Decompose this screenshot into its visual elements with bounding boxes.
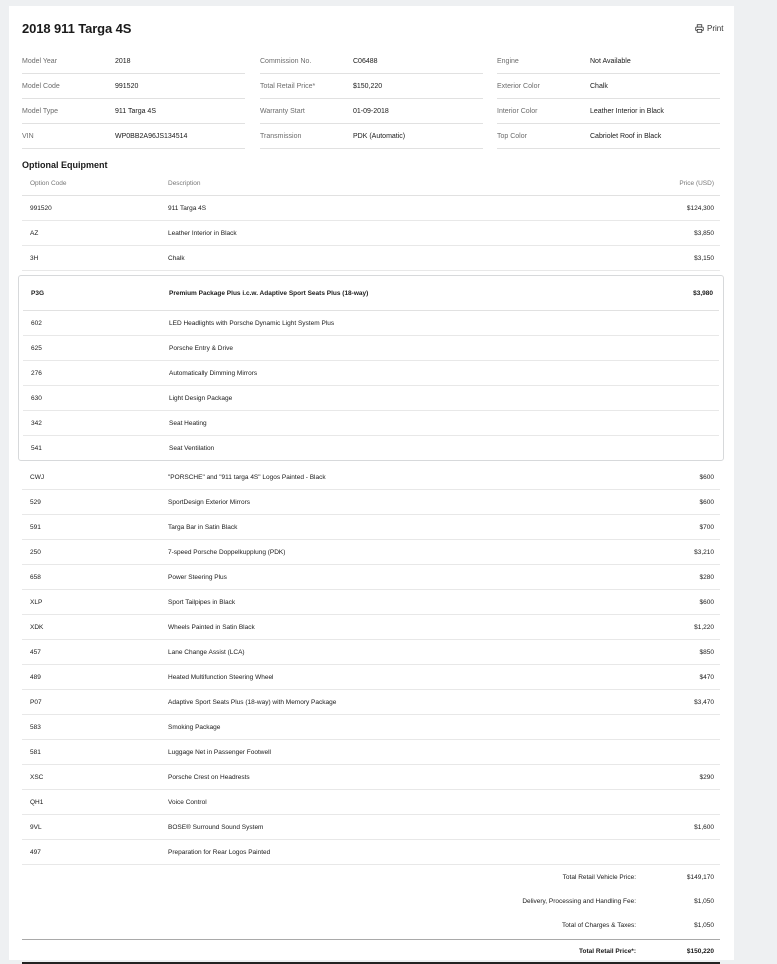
spec-label: Model Type	[22, 107, 59, 115]
option-code: 591	[30, 523, 41, 531]
option-code: 250	[30, 548, 41, 556]
total-row	[22, 865, 720, 889]
spec-label: Commission No.	[260, 57, 312, 65]
spec-row-total-retail-price	[260, 74, 483, 99]
option-price: $3,470	[694, 698, 714, 706]
option-description: Porsche Crest on Headrests	[168, 773, 250, 781]
option-description: Light Design Package	[169, 394, 233, 402]
table-row	[22, 840, 720, 865]
total-value: $1,050	[694, 897, 714, 905]
option-description: LED Headlights with Porsche Dynamic Light System Plus	[169, 319, 335, 327]
option-code: 658	[30, 573, 41, 581]
option-code: 276	[31, 369, 42, 377]
spec-row-transmission	[260, 124, 483, 149]
table-row	[22, 221, 720, 246]
spec-label: Total Retail Price*	[260, 82, 316, 90]
spec-label: Top Color	[497, 132, 527, 140]
table-row	[22, 540, 720, 565]
package-items	[23, 311, 719, 460]
option-code: XSC	[30, 773, 44, 781]
final-total-row	[22, 939, 720, 964]
option-description: Leather Interior in Black	[168, 229, 237, 237]
option-description: BOSE® Surround Sound System	[168, 823, 264, 831]
total-label: Delivery, Processing and Handling Fee:	[522, 897, 636, 905]
table-row	[22, 590, 720, 615]
table-row	[23, 411, 719, 436]
spec-row-warranty-start	[260, 99, 483, 124]
package-group	[18, 275, 724, 461]
option-description: Luggage Net in Passenger Footwell	[168, 748, 271, 756]
table-header	[22, 172, 720, 196]
option-description: "PORSCHE" and "911 targa 4S" Logos Painted - Black	[168, 473, 326, 481]
spec-value: Chalk	[590, 82, 608, 90]
table-row	[22, 465, 720, 490]
table-row	[22, 790, 720, 815]
total-label: Total of Charges & Taxes:	[562, 921, 636, 929]
final-total-value: $150,220	[686, 947, 714, 955]
option-code: XDK	[30, 623, 44, 631]
totals-section	[22, 865, 720, 937]
spec-value: 911 Targa 4S	[115, 107, 156, 115]
package-price: $3,980	[693, 289, 713, 297]
option-description: Smoking Package	[168, 723, 221, 731]
table-row	[23, 386, 719, 411]
option-description: 7-speed Porsche Doppelkupplung (PDK)	[168, 548, 286, 556]
option-code: 3H	[30, 254, 39, 262]
table-row	[22, 690, 720, 715]
spec-row-engine	[497, 49, 720, 74]
column-header-price: Price (USD)	[679, 180, 714, 187]
table-row	[22, 490, 720, 515]
option-price: $470	[699, 673, 714, 681]
option-price: $290	[699, 773, 714, 781]
option-price: $600	[699, 498, 714, 506]
table-row	[23, 311, 719, 336]
option-code: 581	[30, 748, 41, 756]
spec-value: Cabriolet Roof in Black	[590, 132, 662, 140]
option-code: 991520	[30, 204, 52, 212]
equipment-table	[22, 172, 720, 964]
spec-value: PDK (Automatic)	[353, 132, 406, 140]
table-row	[22, 765, 720, 790]
spec-column-3	[497, 49, 720, 149]
spec-value: Leather Interior in Black	[590, 107, 664, 115]
total-row	[22, 913, 720, 937]
option-code: 497	[30, 848, 41, 856]
spec-row-vin	[22, 124, 245, 149]
option-price: $1,600	[694, 823, 714, 831]
option-price: $3,210	[694, 548, 714, 556]
option-code: QH1	[30, 798, 44, 806]
option-code: 541	[31, 444, 42, 452]
optional-equipment-heading: Optional Equipment	[22, 160, 108, 170]
option-code: XLP	[30, 598, 43, 606]
option-code: CWJ	[30, 473, 45, 481]
option-code: 583	[30, 723, 41, 731]
print-label: Print	[707, 24, 724, 33]
option-code: 529	[30, 498, 41, 506]
option-price: $3,150	[694, 254, 714, 262]
table-row	[22, 640, 720, 665]
option-description: 911 Targa 4S	[168, 204, 207, 212]
spec-value: WP0BB2A96JS134514	[115, 132, 188, 140]
option-code: 457	[30, 648, 41, 656]
package-code: P3G	[31, 289, 45, 297]
spec-label: Model Year	[22, 57, 58, 65]
total-row	[22, 889, 720, 913]
spec-row-model-year	[22, 49, 245, 74]
option-description: Porsche Entry & Drive	[169, 344, 233, 352]
total-value: $149,170	[686, 873, 714, 881]
option-code: 625	[31, 344, 42, 352]
table-row	[22, 665, 720, 690]
vehicle-details-card	[9, 6, 734, 960]
option-rows-after	[22, 465, 720, 865]
spec-label: Model Code	[22, 82, 60, 90]
option-description: Automatically Dimming Mirrors	[169, 369, 258, 377]
option-code: AZ	[30, 229, 39, 237]
table-row	[23, 436, 719, 460]
spec-value: 2018	[115, 57, 131, 65]
spec-row-model-type	[22, 99, 245, 124]
option-description: SportDesign Exterior Mirrors	[168, 498, 250, 506]
option-code: P07	[30, 698, 42, 706]
option-description: Power Steering Plus	[168, 573, 227, 581]
table-row	[22, 715, 720, 740]
option-price: $280	[699, 573, 714, 581]
spec-row-model-code	[22, 74, 245, 99]
total-label: Total Retail Vehicle Price:	[562, 873, 636, 881]
spec-row-commission-no	[260, 49, 483, 74]
spec-label: Transmission	[260, 132, 302, 140]
spec-label: Engine	[497, 57, 519, 65]
page-title: 2018 911 Targa 4S	[22, 21, 132, 36]
spec-row-top-color	[497, 124, 720, 149]
column-header-code: Option Code	[30, 180, 67, 187]
option-code: 489	[30, 673, 41, 681]
option-description: Chalk	[168, 254, 185, 262]
spec-column-2	[260, 49, 483, 149]
option-code: 9VL	[30, 823, 42, 831]
printer-icon	[695, 24, 704, 33]
table-row	[22, 740, 720, 765]
option-price: $3,850	[694, 229, 714, 237]
spec-label: VIN	[22, 132, 34, 140]
option-description: Voice Control	[168, 798, 207, 806]
option-price: $600	[699, 598, 714, 606]
final-total-label: Total Retail Price*:	[579, 947, 636, 955]
table-row	[22, 515, 720, 540]
option-price: $124,300	[686, 204, 714, 212]
option-description: Preparation for Rear Logos Painted	[168, 848, 271, 856]
option-description: Seat Heating	[169, 419, 207, 427]
package-row	[23, 276, 719, 311]
table-row	[23, 361, 719, 386]
table-row	[22, 565, 720, 590]
option-price: $700	[699, 523, 714, 531]
table-row	[22, 246, 720, 271]
spec-label: Interior Color	[497, 107, 538, 115]
table-row	[22, 615, 720, 640]
option-price: $600	[699, 473, 714, 481]
table-row	[23, 336, 719, 361]
spec-value: 991520	[115, 82, 139, 90]
option-code: 630	[31, 394, 42, 402]
spec-value: $150,220	[353, 82, 383, 90]
option-description: Sport Tailpipes in Black	[168, 598, 236, 606]
option-description: Wheels Painted in Satin Black	[168, 623, 255, 631]
spec-row-interior-color	[497, 99, 720, 124]
option-description: Lane Change Assist (LCA)	[168, 648, 245, 656]
table-row	[22, 815, 720, 840]
option-rows-before	[22, 196, 720, 271]
spec-column-1	[22, 49, 245, 149]
option-description: Adaptive Sport Seats Plus (18-way) with Memory Package	[168, 698, 337, 706]
option-description: Heated Multifunction Steering Wheel	[168, 673, 274, 681]
option-description: Targa Bar in Satin Black	[168, 523, 238, 531]
spec-label: Exterior Color	[497, 82, 540, 90]
column-header-description: Description	[168, 180, 201, 187]
package-description: Premium Package Plus i.c.w. Adaptive Sport Seats Plus (18-way)	[169, 289, 369, 297]
spec-label: Warranty Start	[260, 107, 305, 115]
option-code: 342	[31, 419, 42, 427]
spec-value: Not Available	[590, 57, 631, 65]
total-value: $1,050	[694, 921, 714, 929]
option-code: 602	[31, 319, 42, 327]
print-button[interactable]	[695, 24, 723, 33]
option-price: $1,220	[694, 623, 714, 631]
option-price: $850	[699, 648, 714, 656]
spec-value: C06488	[353, 57, 378, 65]
spec-value: 01-09-2018	[353, 107, 389, 115]
option-description: Seat Ventilation	[169, 444, 215, 452]
spec-row-exterior-color	[497, 74, 720, 99]
table-row	[22, 196, 720, 221]
